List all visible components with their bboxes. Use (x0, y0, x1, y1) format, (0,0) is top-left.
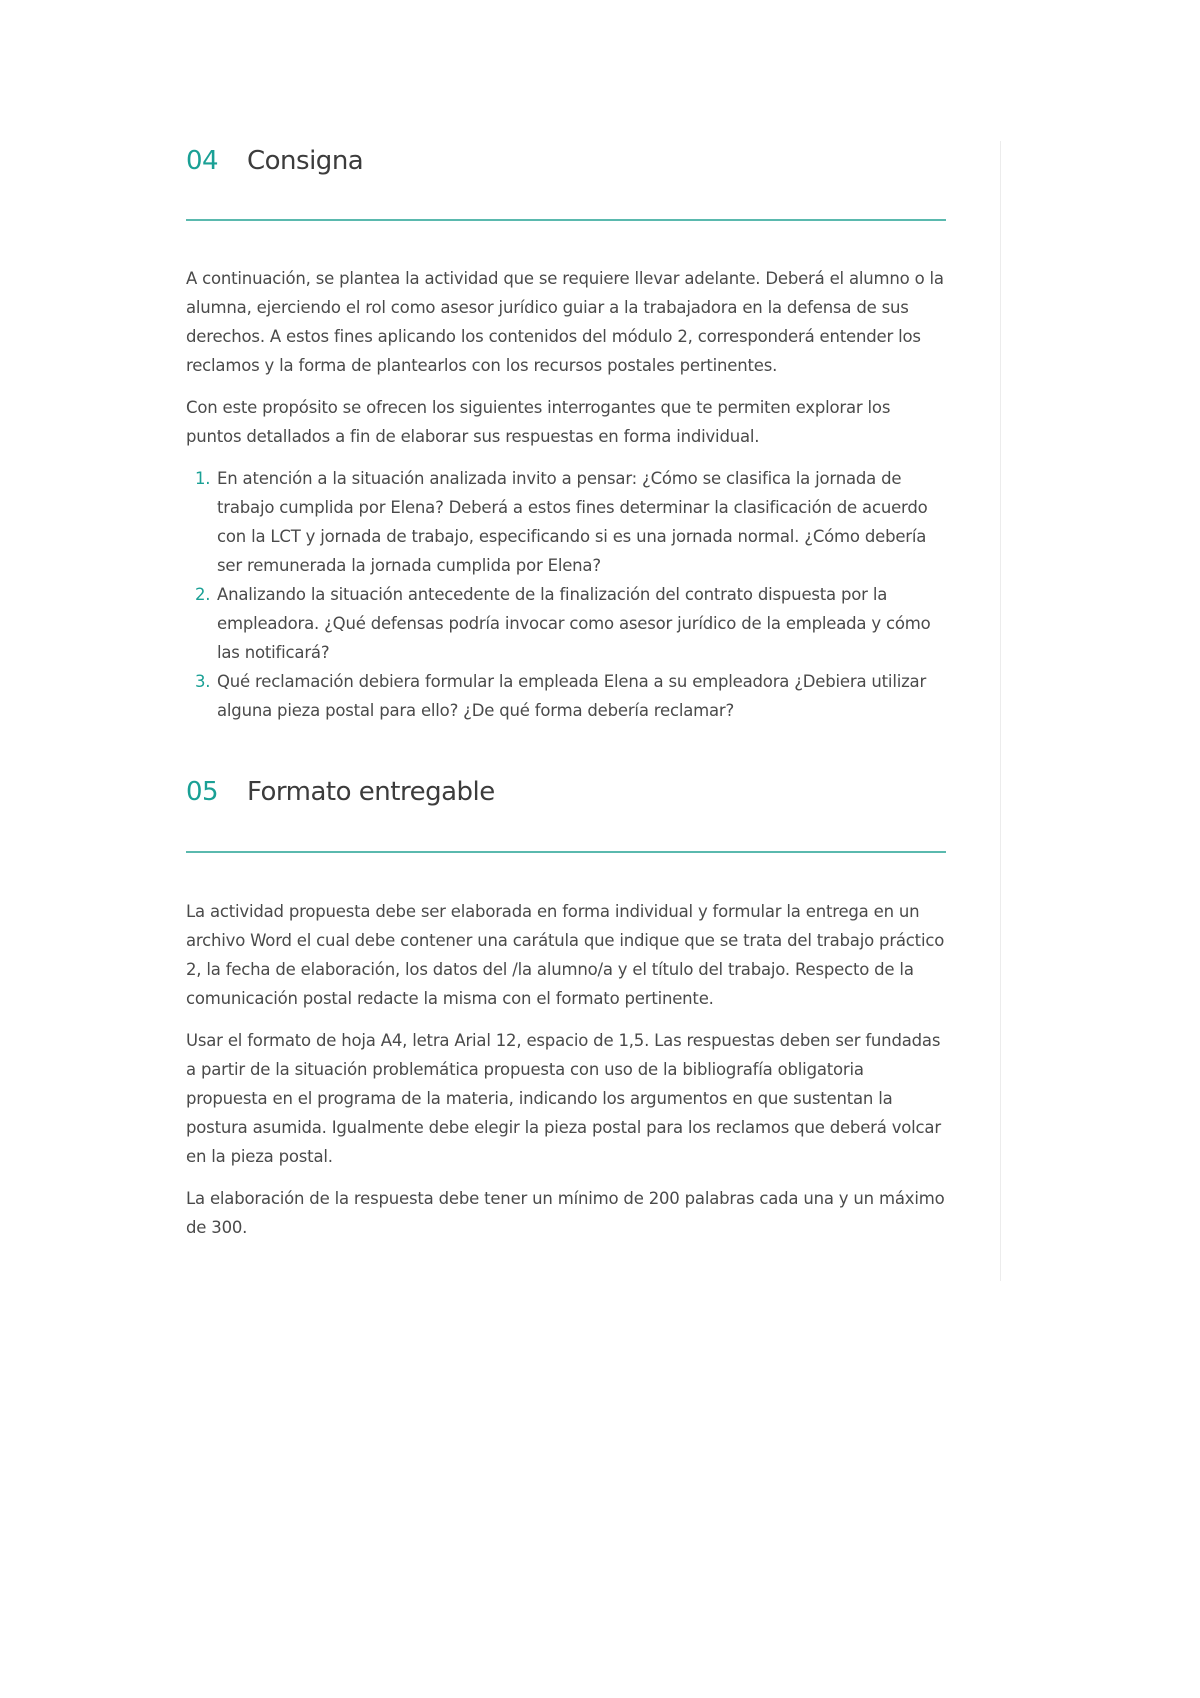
section-05-number: 05 (186, 777, 219, 807)
question-item-2 (186, 580, 946, 667)
section-04-header (186, 146, 946, 176)
question-number-3: 3. (195, 672, 211, 691)
question-text-2: Analizando la situación antecedente de la finalización del contrato dispuesta por la empleadora. ¿Qué defensas podría invocar como asesor jurídico de la empleada y cómo las notificará? (217, 585, 931, 662)
question-item-1 (186, 464, 946, 580)
section-05-title: Formato entregable (247, 777, 495, 807)
question-item-3 (186, 667, 946, 725)
page-side-rule (1000, 141, 1001, 1281)
section-05-paragraph-1: La actividad propuesta debe ser elaborada en forma individual y formular la entrega en un archivo Word el cual debe contener una carátula que indique que se trata del trabajo práctico 2, la fecha de elaboración, los datos del /la alumno/a y el título del trabajo. Respecto de la comunicación postal redacte la misma con el formato pertinente. (186, 902, 945, 1008)
question-number-2: 2. (195, 585, 211, 604)
section-04-paragraph-2: Con este propósito se ofrecen los siguientes interrogantes que te permiten explorar los puntos detallados a fin de elaborar sus respuestas en forma individual. (186, 398, 891, 446)
section-04-paragraph-1: A continuación, se plantea la actividad que se requiere llevar adelante. Deberá el alumno o la alumna, ejerciendo el rol como asesor jurídico guiar a la trabajadora en la defensa de sus derechos. A estos fines aplicando los contenidos del módulo 2, corresponderá entender los reclamos y la forma de plantearlos con los recursos postales pertinentes. (186, 269, 944, 375)
section-05-body (186, 897, 946, 1255)
section-05-header (186, 777, 946, 807)
question-text-3: Qué reclamación debiera formular la empleada Elena a su empleadora ¿Debiera utilizar alguna pieza postal para ello? ¿De qué forma debería reclamar? (217, 672, 927, 720)
section-04-question-list (186, 464, 946, 725)
section-04-body (186, 264, 946, 725)
section-05-divider (186, 851, 946, 853)
question-text-1: En atención a la situación analizada invito a pensar: ¿Cómo se clasifica la jornada de trabajo cumplida por Elena? Deberá a estos fines determinar la clasificación de acuerdo con la LCT y jornada de trabajo, especificando si es una jornada normal. ¿Cómo debería ser remunerada la jornada cumplida por Elena? (217, 469, 928, 575)
section-05-paragraph-2: Usar el formato de hoja A4, letra Arial 12, espacio de 1,5. Las respuestas deben ser fundadas a partir de la situación problemática propuesta con uso de la bibliografía obligatoria propuesta en el programa de la materia, indicando los argumentos en que sustentan la postura asumida. Igualmente debe elegir la pieza postal para los reclamos que deberá volcar en la pieza postal. (186, 1031, 941, 1166)
question-number-1: 1. (195, 469, 211, 488)
section-05-paragraph-3: La elaboración de la respuesta debe tener un mínimo de 200 palabras cada una y un máximo de 300. (186, 1189, 945, 1237)
section-04-number: 04 (186, 146, 219, 176)
section-04-divider (186, 219, 946, 221)
section-04-title: Consigna (247, 146, 364, 176)
